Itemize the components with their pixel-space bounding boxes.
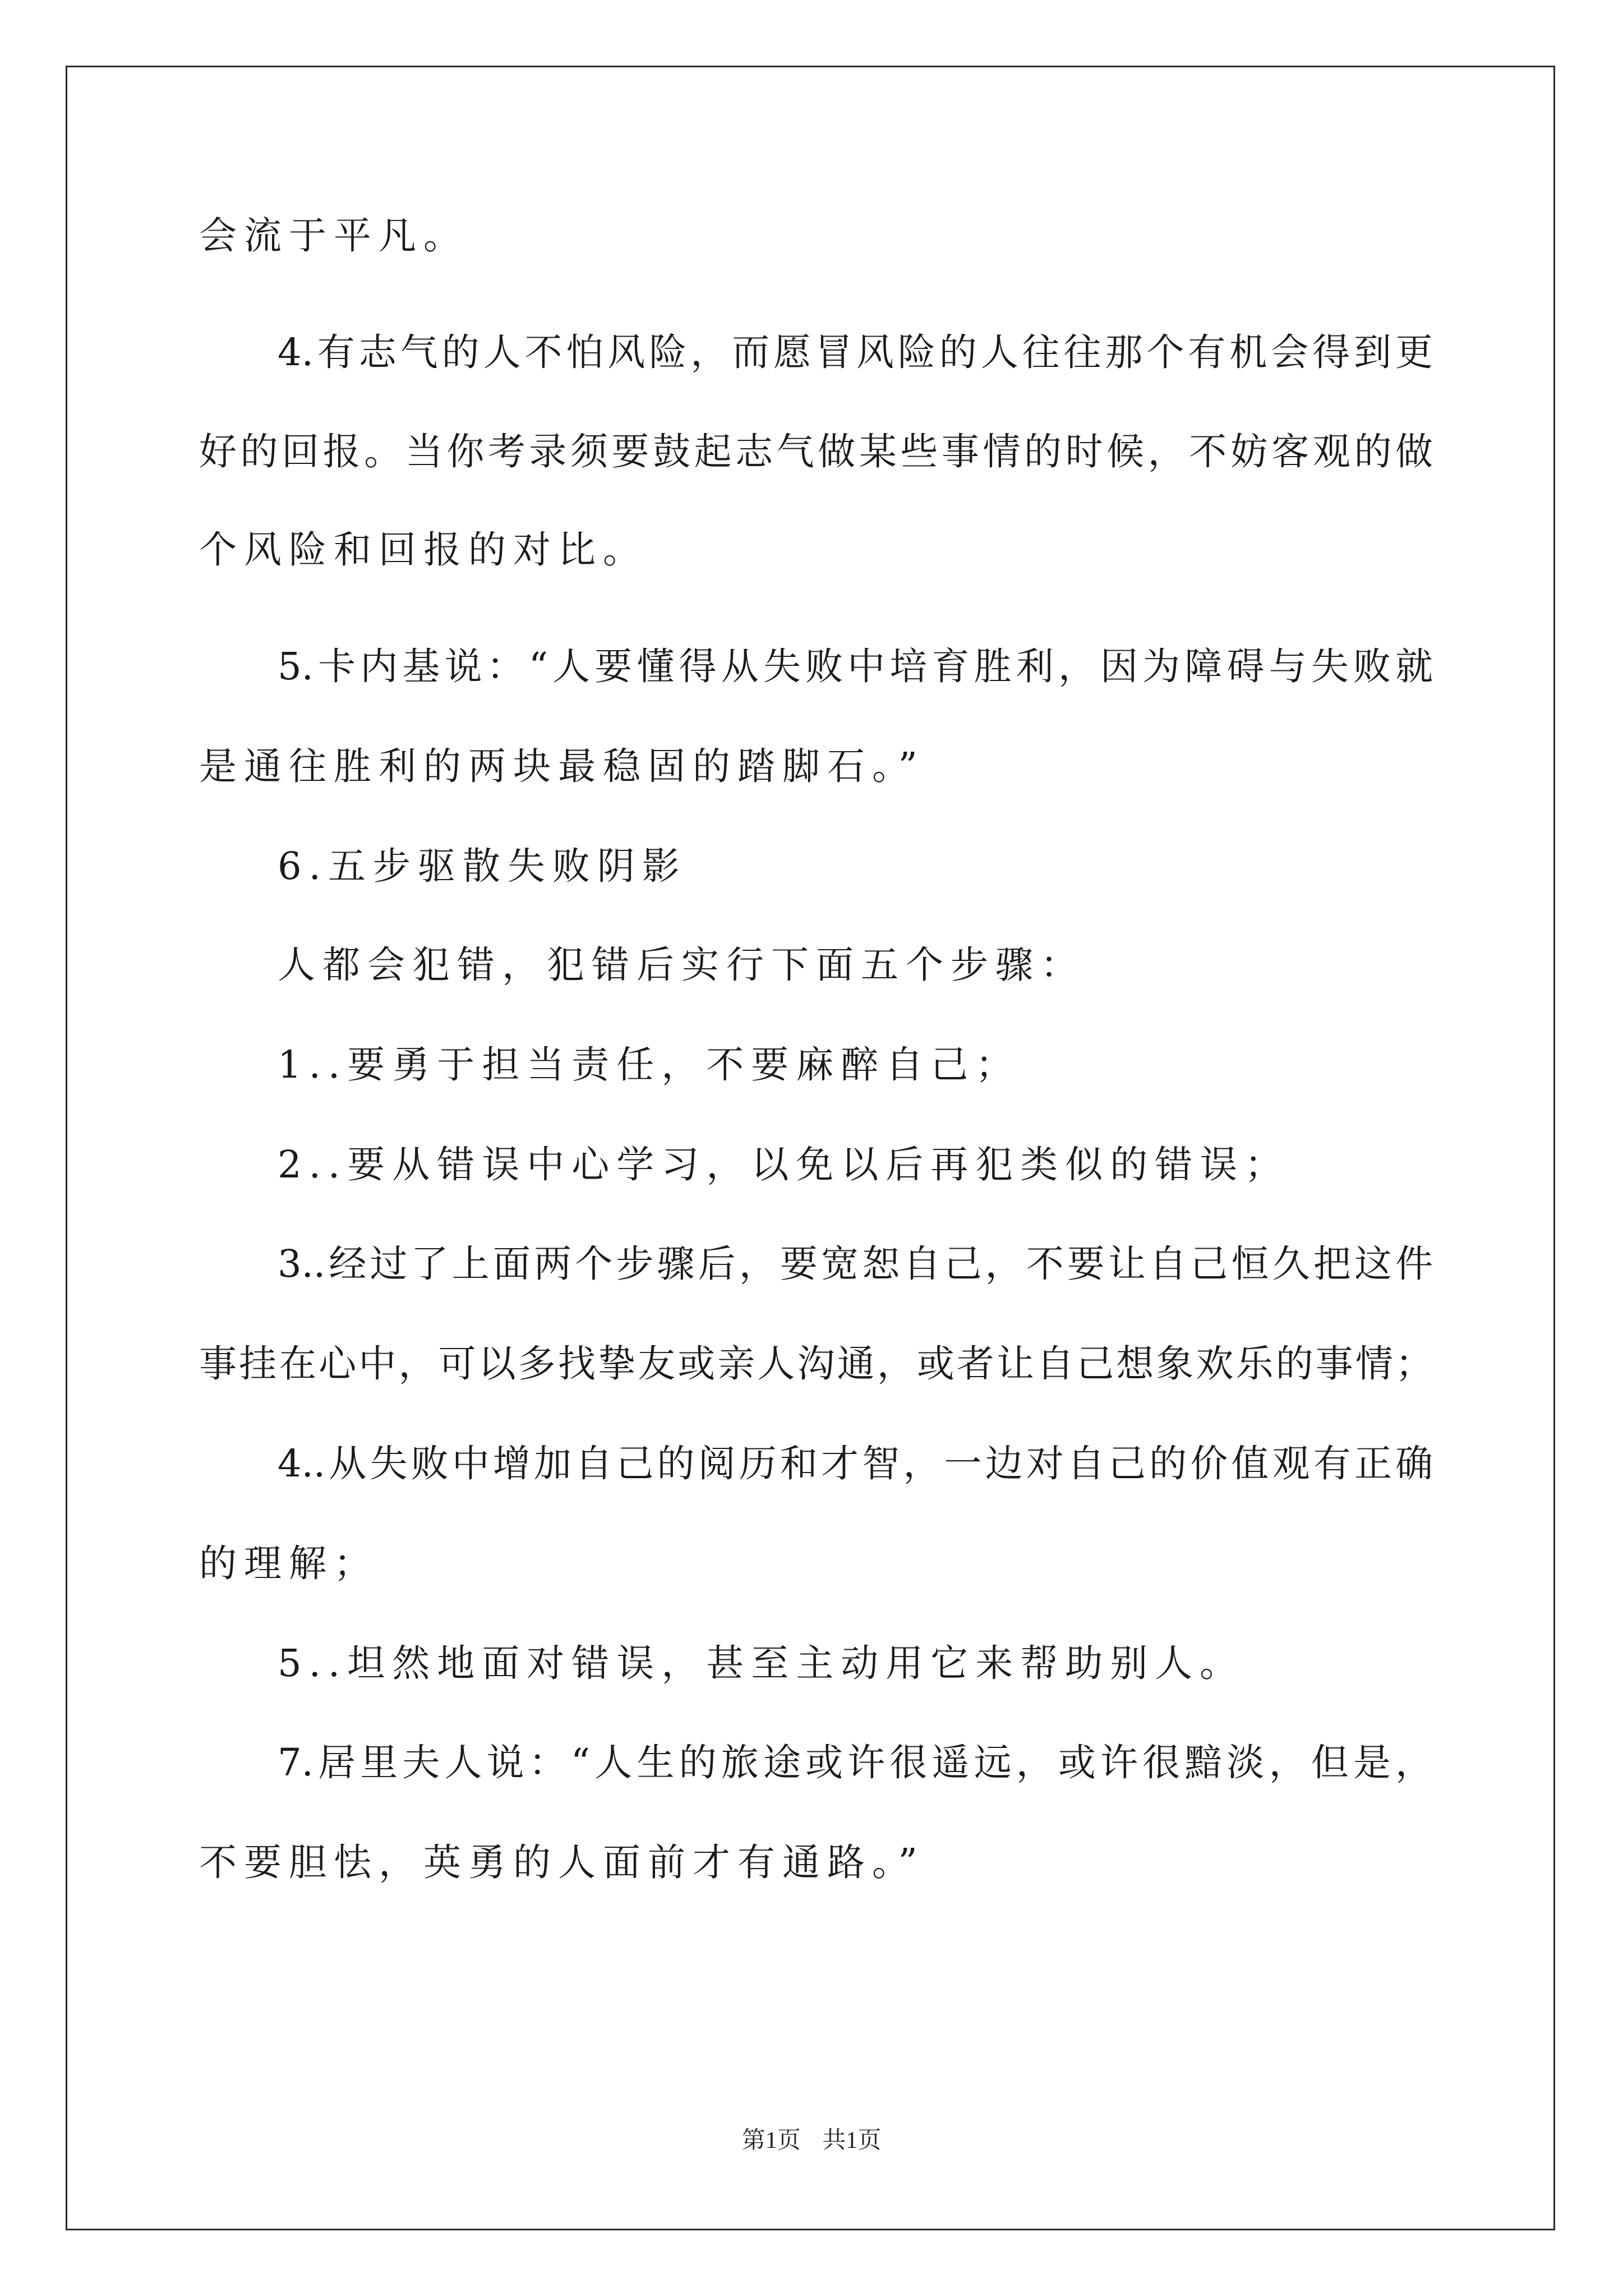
text-line: 个风险和回报的对比。 <box>199 528 648 572</box>
text-line: 好的回报。当你考录须要鼓起志气做某些事情的时候，不妨客观的做 <box>199 430 1433 473</box>
text-line: 人都会犯错，犯错后实行下面五个步骤： <box>278 943 1085 987</box>
text-line: 7.居里夫人说：“人生的旅途或许很遥远，或许很黯淡，但是， <box>278 1741 1433 1784</box>
text-line: 6.五步驱散失败阴影 <box>278 844 687 888</box>
text-line: 的理解； <box>199 1542 379 1585</box>
text-line: 会流于平凡。 <box>199 214 468 257</box>
text-line: 是通往胜利的两块最稳固的踏脚石。” <box>199 744 925 788</box>
page-number: 第1页 <box>741 2128 801 2154</box>
text-line: 不要胆怯，英勇的人面前才有通路。” <box>199 1841 925 1884</box>
page-total: 共1页 <box>822 2128 882 2154</box>
text-line: 1..要勇于担当责任，不要麻醉自己； <box>278 1043 1021 1087</box>
text-line: 4..从失败中增加自己的阅历和才智，一边对自己的价值观有正确 <box>278 1442 1433 1485</box>
text-line: 5.卡内基说：“人要懂得从失败中培育胜利，因为障碍与失败就 <box>278 645 1433 688</box>
page-footer <box>0 2124 1623 2157</box>
text-line: 3..经过了上面两个步骤后，要宽恕自己，不要让自己恒久把这件 <box>278 1242 1433 1286</box>
text-line: 事挂在心中，可以多找挚友或亲人沟通，或者让自己想象欢乐的事情； <box>199 1342 1433 1386</box>
text-line: 4.有志气的人不怕风险，而愿冒风险的人往往那个有机会得到更 <box>278 330 1433 374</box>
text-line: 2..要从错误中心学习，以免以后再犯类似的错误； <box>278 1143 1290 1186</box>
text-line: 5..坦然地面对错误，甚至主动用它来帮助别人。 <box>278 1641 1245 1685</box>
